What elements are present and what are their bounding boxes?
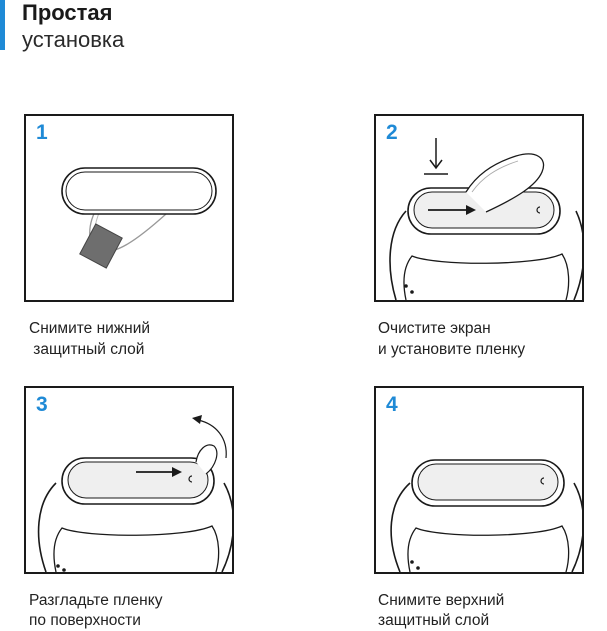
apply-film-icon <box>376 116 582 300</box>
header-accent-bar <box>0 0 5 50</box>
step-4-caption-line-1: Снимите верхний <box>378 592 505 609</box>
step-4-illustration-panel <box>374 386 584 574</box>
step-1-illustration-panel <box>24 114 234 302</box>
smooth-film-icon <box>26 388 232 572</box>
page-title: Простая <box>22 0 113 25</box>
step-2-caption-line-2: и установите пленку <box>378 341 526 358</box>
step-3-number: 3 <box>36 393 48 416</box>
step-1-caption-line-2: защитный слой <box>29 341 145 358</box>
peel-bottom-layer-icon <box>26 116 232 300</box>
step-1-caption-line-1: Снимите нижний <box>29 320 151 337</box>
step-2-caption-line-1: Очистите экран <box>378 320 491 337</box>
page-subtitle: установка <box>22 27 125 52</box>
step-3-illustration-panel <box>24 386 234 574</box>
step-2-number: 2 <box>386 121 398 144</box>
step-4-caption-line-2: защитный слой <box>378 612 490 629</box>
step-3-caption-line-1: Разгладьте пленку <box>29 592 163 609</box>
remove-top-layer-icon <box>376 388 582 572</box>
step-2-illustration-panel <box>374 114 584 302</box>
step-1-number: 1 <box>36 121 48 144</box>
step-3-caption-line-2: по поверхности <box>29 612 141 629</box>
step-4-number: 4 <box>386 393 398 416</box>
